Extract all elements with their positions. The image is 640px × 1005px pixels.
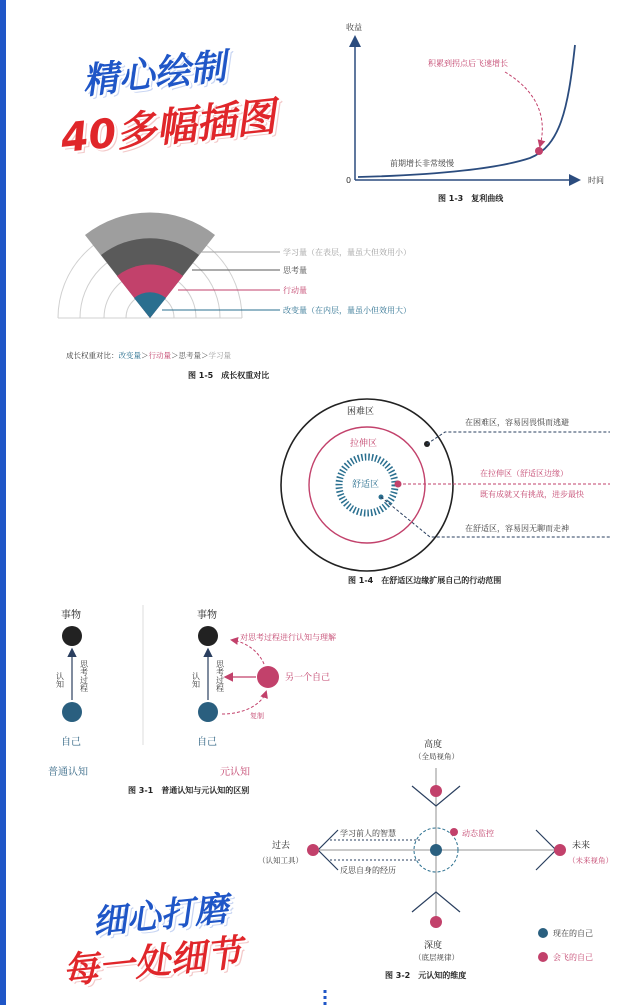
left-label-1: 过去 — [272, 841, 291, 851]
figure-growth-weight — [58, 212, 411, 360]
promo-line-4: 每一处细节 — [60, 932, 244, 993]
summary-item-thinking: 思考量 — [178, 351, 201, 360]
outer-zone-label: 困难区 — [347, 407, 375, 417]
right-label-1: 未来 — [572, 841, 591, 851]
right-node — [554, 844, 566, 856]
legend-now-label: 现在的自己 — [553, 929, 593, 938]
level-thinking-label: 思考量 — [283, 266, 307, 275]
caption-fig-1-4: 图 1-4 在舒适区边缘扩展自己的行动范围 — [348, 576, 502, 585]
right-bottom-label: 自己 — [197, 737, 217, 748]
right-thing-node — [198, 626, 218, 646]
legend-fly-dot — [538, 952, 548, 962]
right-arrow-label-a: 认知 — [191, 672, 201, 688]
legend-fly-label: 会飞的自己 — [553, 953, 593, 962]
caption-fig-1-3: 图 1-3 复利曲线 — [438, 194, 504, 203]
other-self-label: 另一个自己 — [285, 673, 331, 683]
top-label-2: （全局视角） — [414, 752, 459, 761]
right-title: 元认知 — [220, 767, 250, 778]
top-node — [430, 785, 442, 797]
level-change-label: 改变量（在内层，量虽小但效用大） — [283, 306, 411, 315]
promo-line-1: 精心绘制 — [80, 46, 229, 103]
caption-fig-3-1: 图 3-1 普通认知与元认知的区别 — [128, 786, 250, 795]
promo-line-2: 40多幅插图 — [58, 93, 278, 163]
left-self-node — [62, 702, 82, 722]
left-title: 普通认知 — [48, 767, 88, 778]
note-middle-2: 既有成就又有挑战，进步最快 — [480, 490, 584, 499]
annot-top: 积累到拐点后飞速增长 — [428, 59, 508, 68]
figure-metacognition — [48, 605, 336, 778]
right-note: 对思考过程进行认知与理解 — [240, 633, 336, 642]
note-outer: 在困难区，容易因畏惧而逃避 — [465, 418, 569, 427]
middle-zone-label: 拉伸区 — [350, 439, 378, 449]
summary-item-learning: 学习量 — [208, 351, 231, 360]
left-note-1: 学习前人的智慧 — [340, 829, 396, 838]
bottom-label-2: （底层规律） — [414, 953, 459, 962]
x-axis-label: 时间 — [588, 176, 604, 185]
summary-item-change: 改变量 — [118, 351, 141, 360]
caption-fig-3-2: 图 3-2 元认知的维度 — [385, 971, 467, 980]
bottom-node — [430, 916, 442, 928]
left-thing-node — [62, 626, 82, 646]
level-action-label: 行动量 — [283, 286, 307, 295]
figure-comfort-zone — [281, 399, 610, 571]
right-label-2: （未来视角） — [568, 856, 613, 865]
caption-fig-1-5: 图 1-5 成长权重对比 — [188, 371, 270, 380]
promo-line-3: 细心打磨 — [90, 888, 231, 943]
left-arrow-label-a: 认知 — [55, 672, 65, 688]
level-learning-label: 学习量（在表层，量虽大但效用小） — [283, 248, 411, 257]
origin-label: 0 — [346, 176, 352, 185]
center-note: 动态监控 — [462, 829, 494, 838]
summary-item-action: 行动量 — [148, 351, 171, 360]
figure-metacognition-dimensions — [258, 738, 613, 962]
inflection-point — [535, 147, 543, 155]
note-inner: 在舒适区，容易因无聊而走神 — [465, 524, 569, 533]
bottom-label-1: 深度 — [424, 941, 443, 951]
top-label-1: 高度 — [424, 740, 443, 750]
copy-label: 复制 — [250, 712, 264, 720]
annot-bottom: 前期增长非常缓慢 — [390, 159, 454, 168]
left-node — [307, 844, 319, 856]
right-top-label: 事物 — [197, 610, 217, 621]
right-arrow-label-b: 思考过程 — [215, 660, 225, 692]
y-axis-label: 收益 — [346, 23, 362, 32]
left-bottom-label: 自己 — [61, 737, 81, 748]
center-self-node — [430, 844, 442, 856]
right-self-node — [198, 702, 218, 722]
inner-zone-label: 舒适区 — [352, 480, 380, 490]
note-middle-1: 在拉伸区（舒适区边缘） — [480, 469, 568, 478]
inflection-arrow — [505, 72, 542, 146]
left-arrow-label-b: 思考过程 — [79, 660, 89, 692]
summary-line: 成长权重对比：改变量＞行动量＞思考量＞学习量 — [66, 351, 231, 360]
wedge-change — [134, 292, 166, 318]
left-label-2: （认知工具） — [258, 856, 303, 865]
left-top-label: 事物 — [61, 610, 81, 621]
summary-prefix: 成长权重对比： — [66, 351, 119, 360]
left-note-2: 反思自身的经历 — [340, 866, 396, 875]
other-self-node — [257, 666, 279, 688]
legend-now-dot — [538, 928, 548, 938]
figure-compound-curve — [346, 22, 604, 185]
